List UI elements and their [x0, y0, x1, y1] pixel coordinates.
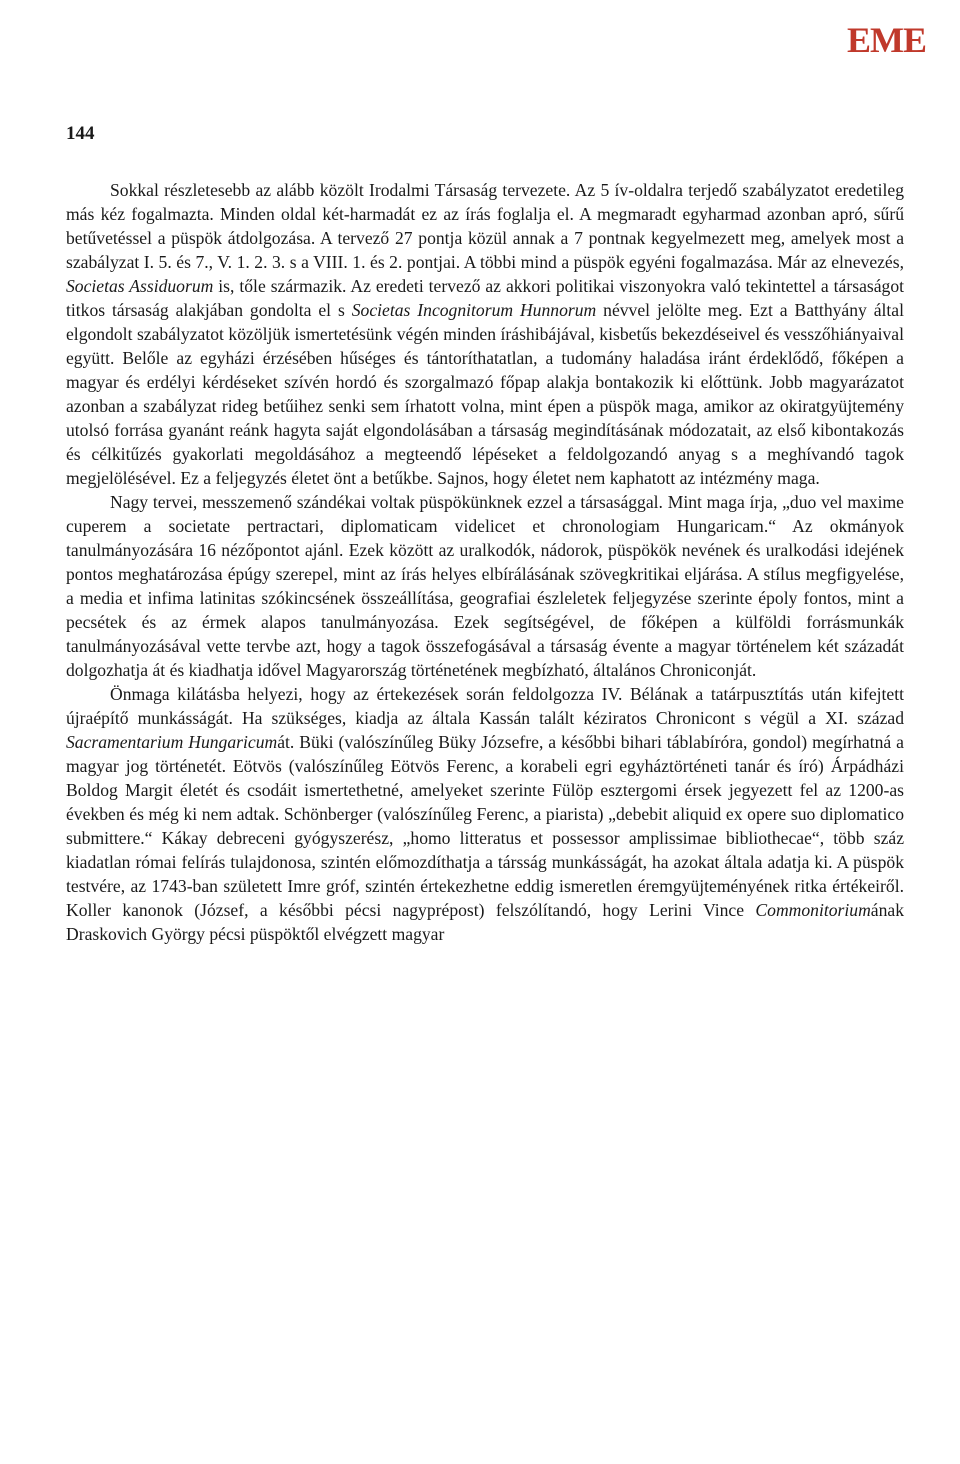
- italic-segment: Societas Incognitorum Hunnorum: [351, 300, 597, 320]
- italic-segment: Commonitorium: [755, 900, 871, 920]
- paragraph-1: [66, 178, 904, 490]
- text-segment: át. Büki (valószínűleg Büky Józsefre, a későbbi bihari táblabíróra, gondol) megírhatná a magyar jog történetét. Eötvös (valószínűleg Eötvös Ferenc, a korabeli egri egyháztörténeti tanár és író) Árpádházi Boldog Margit életét és csodáit ismertethetné, amelyeket szerinte Fülöp esztergomi érsek jegyezett fel az 1200-as években és még ki nem adtak. Schönberger (valószínűleg Ferenc, a piarista) „debebit aliquid ex opere suo diplomatico submittere.“ Kákay debreceni gyógyszerész, „homo litteratus et possessor amplissimae bibliothecae“, több száz kiadatlan római felírás tulajdonosa, szintén előmozdíthatja a társság munkásságát, ha azokat általa adatja ki. A püspök testvére, az 1743-ban született Imre gróf, szintén értekezhetne eddig ismeretlen éremgyüjteményének ritka értékeiről. Koller kanonok (József, a későbbi pécsi nagyprépost) felszólítandó, hogy Lerini Vince: [66, 732, 904, 920]
- italic-segment: Sacramentarium Hungaricum: [66, 732, 278, 752]
- publisher-logo: EME: [846, 20, 926, 60]
- page-body: [66, 178, 904, 946]
- page-number: 144: [66, 123, 95, 144]
- text-segment: ának Draskovich György pécsi püspöktől elvégzett magyar: [66, 900, 904, 944]
- paragraph-2: [66, 490, 904, 682]
- paragraph-3: [66, 682, 904, 946]
- text-segment: Önmaga kilátásba helyezi, hogy az értekezések során feldolgozza IV. Bélának a tatárpusztítás után kifejtett újraépítő munkásságát. Ha szükséges, kiadja az általa Kassán talált kéziratos Chronicont s végül a XI. század: [66, 684, 904, 728]
- text-segment: is, tőle származik. Az eredeti tervező az akkori politikai viszonyokra való tekintettel a társaságot titkos társaság alakjában gondolta el s: [66, 276, 905, 320]
- text-segment: névvel jelölte meg. Ezt a Batthyány által elgondolt szabályzatot közöljük ismertetésünk végén minden íráshibájával, kisbetűs bekezdéseivel és vesszőhiányaival együtt. Belőle az egyházi érzésében hűséges és tántoríthatatlan, a tudomány haladása iránt érdeklődő, főképen a magyar és erdélyi kérdéseket szívén hordó és szorgalmazó főpap alakja bontakozik ki előttünk. Jobb magyarázatot azonban a szabályzat rideg betűihez senki sem írhatott volna, mint épen a püspök maga, amikor az okiratgyüjtemény utolsó forrása gyanánt reánk hagyta saját elgondolásában a társaság megindításának módozatait, az első kibontakozás és célkitűzés gyakorlati megoldásához a megteendő lépéseket a feldolgozandó anyag s a meghívandó tagok megjelölésével. Ez a feljegyzés életet önt a betűkbe. Sajnos, hogy életet nem kaphatott az intézmény maga.: [66, 300, 905, 488]
- text-segment: Sokkal részletesebb az alább közölt Irodalmi Társaság tervezete. Az 5 ív-oldalra terjedő szabályzatot eredetileg más kéz fogalmazta. Minden oldal két-harmadát ez az írás foglalja el. A megmaradt egyharmad azonban apró, sűrű betűvetéssel a püspök átdolgozása. A tervező 27 pontja közül annak a 7 pontnak kegyelmezett meg, amelyek most a szabályzat I. 5. és 7., V. 1. 2. 3. s a VIII. 1. és 2. pontjai. A többi mind a püspök egyéni fogalmazása. Már az elnevezés,: [66, 180, 904, 272]
- text-segment: Nagy tervei, messzemenő szándékai voltak püspökünknek ezzel a társasággal. Mint maga írja, „duo vel maxime cuperem a societate pertractari, diplomaticam videlicet et chronologiam Hungaricam.“ Az okmányok tanulmányozására 16 nézőpontot ajánl. Ezek között az uralkodók, nádorok, püspökök nevének és uralkodási idejének pontos meghatározása épúgy szerepel, mint az írás helyes elbírálásának szövegkritikai eljárása. A stílus megfigyelése, a media et infima latinitas szókincsének összeállítása, geografiai észleletek feljegyzése szerinte époly fontos, mint a pecsétek és az érmek alapos tanulmányozása. Ezek segítségével, de főképen a külföldi forrásmunkák tanulmányozásával vette tervbe azt, hogy a tagok összefogásával a társaság évente a magyar történelem két századát dolgozhatja át és kiadhatja idővel Magyarország történetének megbízható, általános Chroniconját.: [66, 492, 904, 680]
- italic-segment: Societas Assiduorum: [66, 276, 214, 296]
